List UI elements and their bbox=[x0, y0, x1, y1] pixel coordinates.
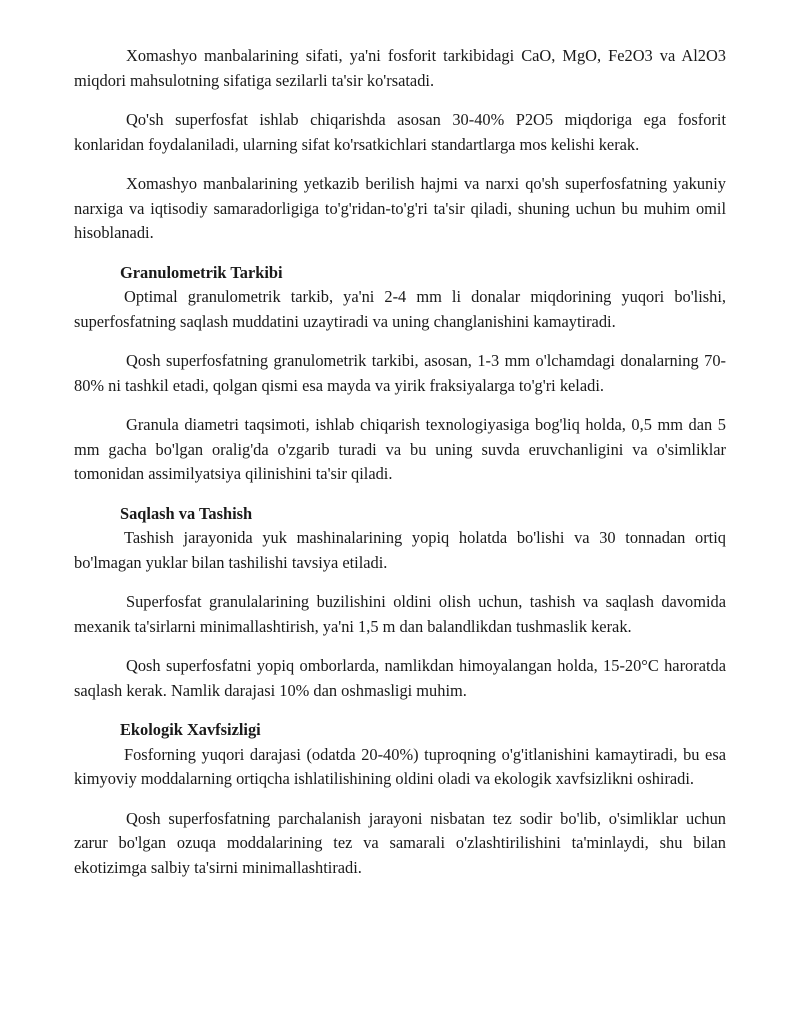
paragraph: Qo'sh superfosfat ishlab chiqarishda asosan 30-40% P2O5 miqdoriga ega fosforit konlaridan foydalaniladi, ularning sifat ko'rsatkichlari standartlarga mos kelishi kerak. bbox=[74, 110, 726, 154]
section-heading-storage: Saqlash va Tashish bbox=[120, 503, 253, 523]
paragraph: Superfosfat granulalarining buzilishini oldini olish uchun, tashish va saqlash davomida mexanik ta'sirlarni minimallashtirish, ya'ni 1,5 m dan balandlikdan tushmaslik kerak. bbox=[74, 592, 726, 636]
section-heading-ecology: Ekologik Xavfsizligi bbox=[120, 720, 261, 739]
paragraph: Fosforning yuqori darajasi (odatda 20-40%) tuproqning o'g'itlanishini kamaytiradi, bu esa kimyoviy moddalarning ortiqcha ishlatilishining oldini oladi va ekologik xavfsizlikni oshiradi. bbox=[74, 744, 726, 788]
paragraph: Tashish jarayonida yuk mashinalarining yopiq holatda bo'lishi va 30 tonnadan ortiq bo'lmagan yuklar bilan tashilishi tavsiya etiladi. bbox=[74, 528, 726, 572]
paragraph: Optimal granulometrik tarkib, ya'ni 2-4 mm li donalar miqdorining yuqori bo'lishi, superfosfatning saqlash muddatini uzaytiradi va uning changlanishini kamaytiradi. bbox=[74, 287, 726, 331]
paragraph: Qosh superfosfatning parchalanish jarayoni nisbatan tez sodir bo'lib, o'simliklar uchun zarur bo'lgan ozuqa moddalarining tez va samarali o'zlashtirilishini ta'minlaydi, shu bilan ekotizimga salbiy ta'sirni minimallashtiradi. bbox=[74, 808, 726, 877]
paragraph: Xomashyo manbalarining yetkazib berilish hajmi va narxi qo'sh superfosfatning yakuniy narxiga va iqtisodiy samaradorligiga to'g'ridan-to'g'ri ta'sir qiladi, shuning uchun bu muhim omil hisoblanadi. bbox=[74, 174, 726, 242]
paragraph: Qosh superfosfatni yopiq omborlarda, namlikdan himoyalangan holda, 15-20°C haroratda saqlash kerak. Namlik darajasi 10% dan oshmasligi muhim. bbox=[74, 656, 726, 700]
paragraph: Granula diametri taqsimoti, ishlab chiqarish texnologiyasiga bog'liq holda, 0,5 mm dan 5 mm gacha bo'lgan oralig'da o'zgarib turadi va bu uning suvda eruvchanligini va o'simliklar tomonidan assimilyatsiya qilinishini ta'sir qiladi. bbox=[74, 415, 726, 483]
paragraph: Qosh superfosfatning granulometrik tarkibi, asosan, 1-3 mm o'lchamdagi donalarning 70-80% ni tashkil etadi, qolgan qismi esa mayda va yirik fraksiyalarga to'g'ri keladi. bbox=[74, 351, 726, 395]
section-heading-granulometric: Granulometrik Tarkibi bbox=[120, 262, 283, 282]
paragraph: Xomashyo manbalarining sifati, ya'ni fosforit tarkibidagi CaO, MgO, Fe2O3 va Al2O3 miqdori mahsulotning sifatiga sezilarli ta'sir ko'rsatadi. bbox=[74, 46, 726, 90]
